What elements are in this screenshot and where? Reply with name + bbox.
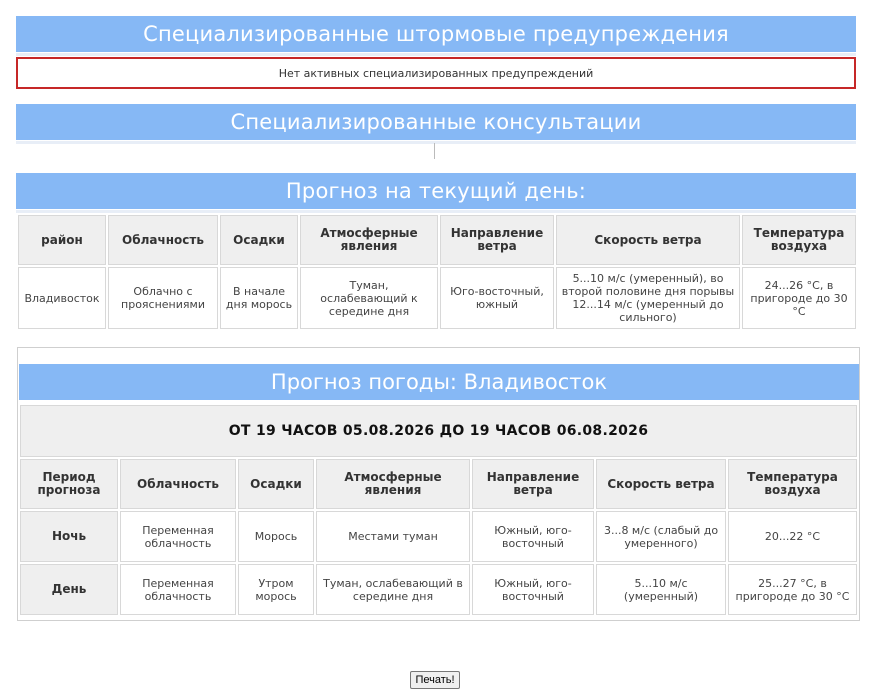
table-row: [18, 267, 856, 329]
print-button[interactable]: Печать!: [410, 671, 460, 689]
storm-warnings-header: [16, 16, 856, 52]
col-header-district: район: [18, 215, 106, 265]
city-forecast-title: Прогноз погоды: Владивосток: [270, 370, 608, 394]
col-header-wind-speed: Скорость ветра: [596, 459, 726, 509]
consultations-empty-divider: [434, 143, 435, 159]
consultations-title: Специализированные консультации: [230, 110, 642, 134]
col-header-phenomena: Атмосферные явления: [300, 215, 438, 265]
today-forecast-title: Прогноз на текущий день:: [285, 179, 587, 203]
cell-wind-speed: 5...10 м/с (умеренный), во второй половине дня порывы 12...14 м/с (умеренный до сильного): [556, 267, 740, 329]
cell-clouds: Переменная облачность: [120, 511, 236, 562]
city-forecast-panel: [17, 347, 860, 621]
consultations-header: [16, 104, 856, 140]
col-header-clouds: Облачность: [108, 215, 218, 265]
table-row: [20, 564, 857, 615]
table-row: [20, 511, 857, 562]
cell-phenomena: Туман, ослабевающий к середине дня: [300, 267, 438, 329]
cell-precip: В начале дня морось: [220, 267, 298, 329]
col-header-temp: Температура воздуха: [728, 459, 857, 509]
cell-wind-dir: Юго-восточный, южный: [440, 267, 554, 329]
cell-phenomena: Местами туман: [316, 511, 470, 562]
col-header-precip: Осадки: [238, 459, 314, 509]
col-header-wind-dir: Направление ветра: [472, 459, 594, 509]
cell-temp: 20...22 °С: [728, 511, 857, 562]
cell-precip: Морось: [238, 511, 314, 562]
table-header-row: [18, 215, 856, 265]
cell-wind-speed: 3...8 м/с (слабый до умеренного): [596, 511, 726, 562]
storm-warnings-title: Специализированные штормовые предупреждения: [143, 22, 729, 46]
col-header-wind-speed: Скорость ветра: [556, 215, 740, 265]
cell-period: День: [20, 564, 118, 615]
cell-wind-dir: Южный, юго-восточный: [472, 564, 594, 615]
col-header-wind-dir: Направление ветра: [440, 215, 554, 265]
cell-phenomena: Туман, ослабевающий в середине дня: [316, 564, 470, 615]
cell-period: Ночь: [20, 511, 118, 562]
city-forecast-table: [18, 403, 859, 617]
col-header-precip: Осадки: [220, 215, 298, 265]
col-header-temp: Температура воздуха: [742, 215, 856, 265]
col-header-phenomena: Атмосферные явления: [316, 459, 470, 509]
cell-precip: Утром морось: [238, 564, 314, 615]
col-header-period: Период прогноза: [20, 459, 118, 509]
storm-warnings-message: Нет активных специализированных предупреждений: [278, 66, 594, 80]
forecast-period: ОТ 19 ЧАСОВ 05.08.2026 ДО 19 ЧАСОВ 06.08.2026: [20, 405, 857, 457]
cell-temp: 24...26 °С, в пригороде до 30 °С: [742, 267, 856, 329]
cell-temp: 25...27 °С, в пригороде до 30 °С: [728, 564, 857, 615]
cell-clouds: Облачно с прояснениями: [108, 267, 218, 329]
today-forecast-header: [16, 173, 856, 209]
today-forecast-table: [16, 213, 858, 331]
table-header-row: [20, 459, 857, 509]
period-row: [20, 405, 857, 457]
city-forecast-header: [19, 364, 859, 400]
cell-district: Владивосток: [18, 267, 106, 329]
cell-wind-dir: Южный, юго-восточный: [472, 511, 594, 562]
cell-clouds: Переменная облачность: [120, 564, 236, 615]
col-header-clouds: Облачность: [120, 459, 236, 509]
cell-wind-speed: 5...10 м/с (умеренный): [596, 564, 726, 615]
storm-warnings-message-box: [16, 57, 856, 89]
